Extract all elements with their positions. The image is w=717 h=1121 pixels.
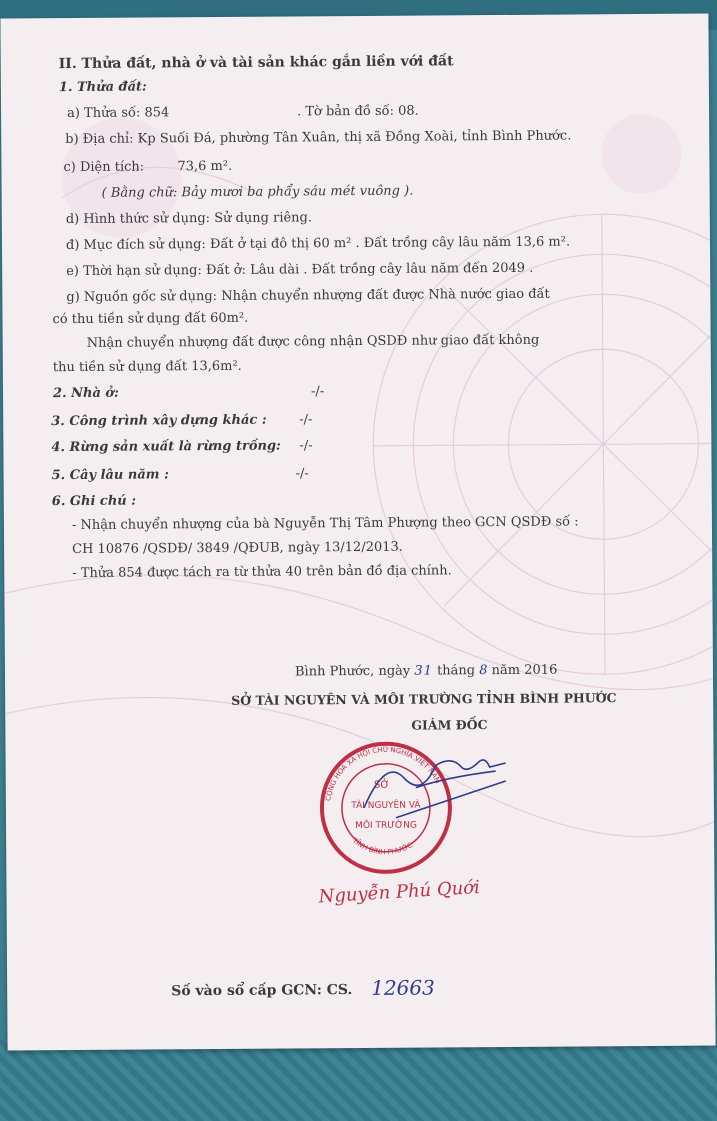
- background-fabric: [0, 1040, 717, 1121]
- origin-line-4: thu tiền sử dụng đất 13,6m².: [52, 358, 242, 376]
- stamp-line-3: MÔI TRƯỜNG: [355, 820, 417, 832]
- date-month: 8: [479, 663, 488, 679]
- origin-line-3: Nhận chuyển nhượng đất được công nhận QSDĐ như giao đất không: [86, 332, 540, 351]
- stamp-line-2: TÀI NGUYÊN VÀ: [351, 800, 421, 812]
- svg-text:TỈNH BÌNH PHƯỚC: [350, 836, 414, 857]
- usage-purpose: đ) Mục đích sử dụng: Đất ở tại đô thị 60 m² . Đất trồng cây lâu năm 13,6 m².: [65, 234, 571, 254]
- notes-line-1: - Nhận chuyển nhượng của bà Nguyễn Thị Tâm Phượng theo GCN QSDĐ số :: [71, 514, 579, 533]
- item-construction-label: 3. Công trình xây dựng khác :: [51, 412, 267, 430]
- item-construction-value: -/-: [299, 412, 313, 428]
- land-address: b) Địa chỉ: Kp Suối Đá, phường Tân Xuân, thị xã Đồng Xoài, tỉnh Bình Phước.: [65, 128, 572, 148]
- section-title: II. Thửa đất, nhà ở và tài sản khác gắn liền với đất: [58, 53, 454, 73]
- area-in-words: ( Bằng chữ: Bảy mươi ba phẩy sáu mét vuông ).: [101, 183, 414, 201]
- area-value: 73,6 m².: [177, 158, 233, 175]
- issuing-agency: SỞ TÀI NGUYÊN VÀ MÔI TRƯỜNG TỈNH BÌNH PHƯỚC: [231, 690, 617, 708]
- place-prefix: Bình Phước, ngày: [294, 663, 411, 680]
- usage-term: e) Thời hạn sử dụng: Đất ở: Lâu dài . Đất trồng cây lâu năm đến 2049 .: [66, 260, 534, 280]
- month-prefix: tháng: [436, 663, 476, 679]
- certificate-page: [0, 14, 715, 1051]
- area-label: c) Diện tích:: [63, 159, 145, 176]
- signer-title: GIÁM ĐỐC: [411, 717, 488, 733]
- handwritten-signature: [355, 737, 536, 828]
- stamp-ring-bottom: TỈNH BÌNH PHƯỚC: [350, 836, 415, 857]
- notes-line-3: - Thửa 854 được tách ra từ thửa 40 trên bản đồ địa chính.: [72, 563, 452, 581]
- origin-line-1: g) Nguồn gốc sử dụng: Nhận chuyển nhượng đất được Nhà nước giao đất: [66, 286, 550, 306]
- signer-name: Nguyễn Phú Quới: [318, 876, 481, 908]
- registry-number: 12663: [371, 975, 435, 1000]
- notes-line-2: CH 10876 /QSDĐ/ 3849 /QĐUB, ngày 13/12/2013.: [72, 539, 403, 557]
- origin-line-2: có thu tiền sử dụng đất 60m².: [52, 310, 249, 328]
- item-perennial-label: 5. Cây lâu năm :: [51, 467, 169, 484]
- item-forest-value: -/-: [299, 438, 313, 454]
- date-day: 31: [414, 663, 433, 679]
- date-year: năm 2016: [491, 662, 558, 679]
- map-sheet-number: . Tờ bản đồ số: 08.: [297, 103, 419, 120]
- stamp-ring-top: CỘNG HÒA XÃ HỘI CHỦ NGHĨA VIỆT NAM: [324, 745, 442, 802]
- item-forest-label: 4. Rừng sản xuất là rừng trồng:: [51, 438, 281, 456]
- usage-form: d) Hình thức sử dụng: Sử dụng riêng.: [65, 210, 313, 228]
- item-house-label: 2. Nhà ở:: [52, 385, 119, 402]
- land-heading: 1. Thửa đất:: [58, 79, 147, 96]
- item-house-value: -/-: [310, 384, 325, 400]
- item-perennial-value: -/-: [295, 466, 309, 482]
- stamp-line-1: SỞ: [373, 779, 390, 791]
- notes-heading: 6. Ghi chú :: [51, 493, 137, 510]
- parcel-number: a) Thửa số: 854: [67, 105, 170, 122]
- signing-date: [295, 663, 557, 681]
- registry-label: Số vào sổ cấp GCN: CS.: [171, 982, 353, 1000]
